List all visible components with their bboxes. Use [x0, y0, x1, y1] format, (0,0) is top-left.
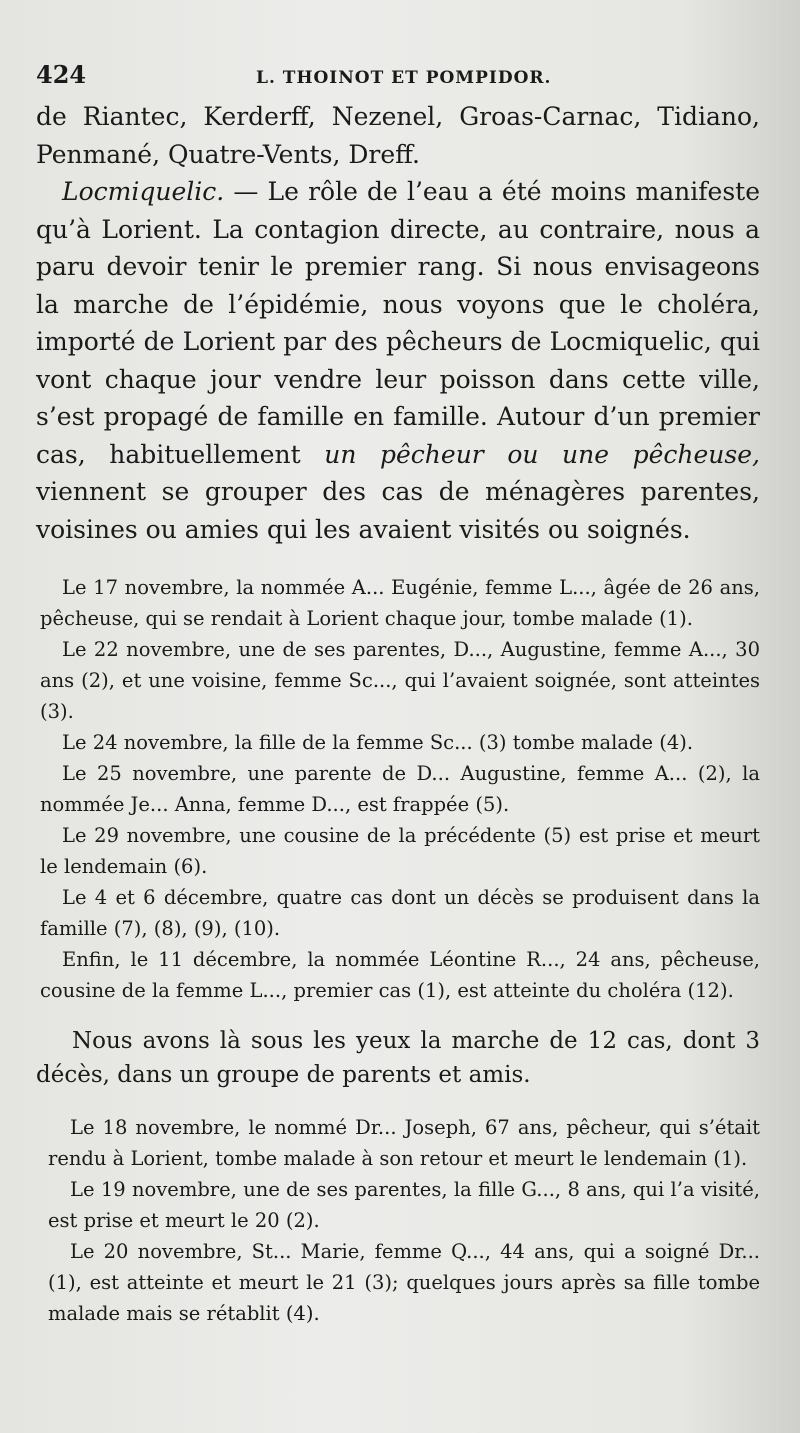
case-list	[36, 572, 760, 1006]
case-entry: Le 18 novembre, le nommé Dr... Joseph, 67 ans, pêcheur, qui s’était rendu à Lorient, tombe malade à son retour et meurt le lendemain (1).	[48, 1116, 760, 1170]
locmiquelic-paragraph	[36, 173, 760, 548]
case-entry: Le 29 novembre, une cousine de la précédente (5) est prise et meurt le lendemain (6).	[40, 824, 760, 878]
case-entry: Le 19 novembre, une de ses parentes, la fille G..., 8 ans, qui l’a visité, est prise et meurt le 20 (2).	[48, 1178, 760, 1232]
case-entry: Le 22 novembre, une de ses parentes, D..., Augustine, femme A..., 30 ans (2), et une voisine, femme Sc..., qui l’avaient soignée, sont atteintes (3).	[40, 638, 760, 723]
intro-line: de Riantec, Kerderff, Nezenel, Groas-Carnac, Tidiano, Penmané, Quatre-Vents, Dreff.	[36, 102, 760, 169]
emphasis-text: un pêcheur ou une pêcheuse,	[324, 439, 760, 469]
intro-section	[36, 98, 760, 548]
case-entry: Enfin, le 11 décembre, la nommée Léontine R..., 24 ans, pêcheuse, cousine de la femme L..., premier cas (1), est atteinte du choléra (12).	[40, 948, 760, 1002]
place-name: Locmiquelic.	[62, 177, 225, 206]
summary-paragraph: Nous avons là sous les yeux la marche de 12 cas, dont 3 décès, dans un groupe de parents et amis.	[36, 1028, 760, 1088]
running-title: L. THOINOT ET POMPIDOR.	[256, 68, 552, 88]
case-entry: Le 4 et 6 décembre, quatre cas dont un décès se produisent dans la famille (7), (8), (9), (10).	[40, 886, 760, 940]
case-entry: Le 17 novembre, la nommée A... Eugénie, femme L..., âgée de 26 ans, pêcheuse, qui se rendait à Lorient chaque jour, tombe malade (1).	[40, 576, 760, 630]
second-case-list	[36, 1112, 760, 1329]
case-entry: Le 25 novembre, une parente de D... Augustine, femme A... (2), la nommée Je... Anna, femme D..., est frappée (5).	[40, 762, 760, 816]
case-entry: Le 20 novembre, St... Marie, femme Q..., 44 ans, qui a soigné Dr... (1), est atteinte et meurt le 21 (3); quelques jours après sa fille tombe malade mais se rétablit (4).	[48, 1240, 760, 1325]
page-number: 424	[36, 60, 87, 89]
case-entry: Le 24 novembre, la fille de la femme Sc... (3) tombe malade (4).	[62, 731, 694, 754]
paragraph-text-b: viennent se grouper des cas de ménagères parentes, voisines ou amies qui les avaient visités ou soignés.	[36, 477, 760, 544]
summary-section	[36, 1024, 760, 1092]
paragraph-text-a: — Le rôle de l’eau a été moins manifeste qu’à Lorient. La contagion directe, au contraire, nous a paru devoir tenir le premier rang. Si nous envisageons la marche de l’épidémie, nous voyons que le choléra, importé de Lorient par des pêcheurs de Locmiquelic, qui vont chaque jour vendre leur poisson dans cette ville, s’est propagé de famille en famille. Autour d’un premier cas, habituellement	[36, 177, 760, 469]
page-header	[36, 60, 760, 98]
